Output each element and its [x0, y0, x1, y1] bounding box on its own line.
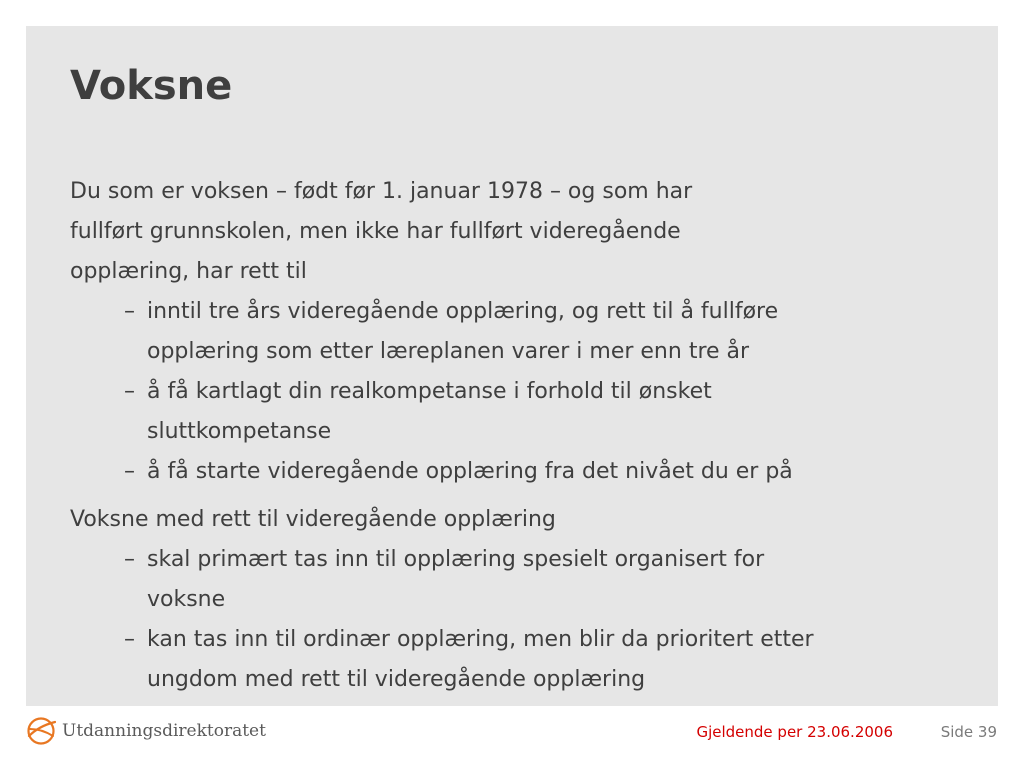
- bullet-line: inntil tre års videregående opplæring, og rett til å fullføre: [147, 299, 779, 324]
- bullet-line: å få starte videregående opplæring fra det nivået du er på: [147, 459, 793, 484]
- bullet-dash: –: [124, 459, 135, 484]
- bullet-item: [70, 620, 970, 700]
- page-number: Side 39: [940, 723, 997, 741]
- slide-body: [70, 172, 970, 700]
- bullet-dash: –: [124, 627, 135, 652]
- bullet-line: å få kartlagt din realkompetanse i forhold til ønsket: [147, 379, 712, 404]
- bullet-item: [70, 540, 970, 620]
- content-panel: [26, 26, 998, 706]
- bullet-line: opplæring som etter læreplanen varer i mer enn tre år: [147, 339, 750, 364]
- logo: [26, 714, 266, 748]
- bullet-line: kan tas inn til ordinær opplæring, men blir da prioritert etter: [147, 627, 814, 652]
- bullet-line: sluttkompetanse: [147, 419, 332, 444]
- paragraph-line: opplæring, har rett til: [70, 259, 307, 284]
- utdanningsdirektoratet-logo-icon: [26, 716, 56, 746]
- bullet-item: [70, 292, 970, 372]
- paragraph-adults: Voksne med rett til videregående opplæring: [70, 507, 556, 532]
- paragraph-line: Du som er voksen – født før 1. januar 1978 – og som har: [70, 179, 693, 204]
- bullet-item: [70, 372, 970, 452]
- slide-title: Voksne: [70, 63, 233, 109]
- paragraph-line: fullført grunnskolen, men ikke har fullført videregående: [70, 219, 681, 244]
- bullet-dash: –: [124, 547, 135, 572]
- logo-text: Utdanningsdirektoratet: [62, 721, 266, 741]
- bullet-dash: –: [124, 379, 135, 404]
- bullet-line: skal primært tas inn til opplæring spesielt organisert for: [147, 547, 765, 572]
- bullet-line: ungdom med rett til videregående opplæring: [147, 667, 646, 692]
- bullet-line: voksne: [147, 587, 226, 612]
- footer: [0, 706, 1024, 768]
- paragraph-rights: [70, 172, 970, 292]
- bullet-item: [70, 452, 970, 492]
- validity-date: Gjeldende per 23.06.2006: [696, 723, 893, 741]
- bullet-dash: –: [124, 299, 135, 324]
